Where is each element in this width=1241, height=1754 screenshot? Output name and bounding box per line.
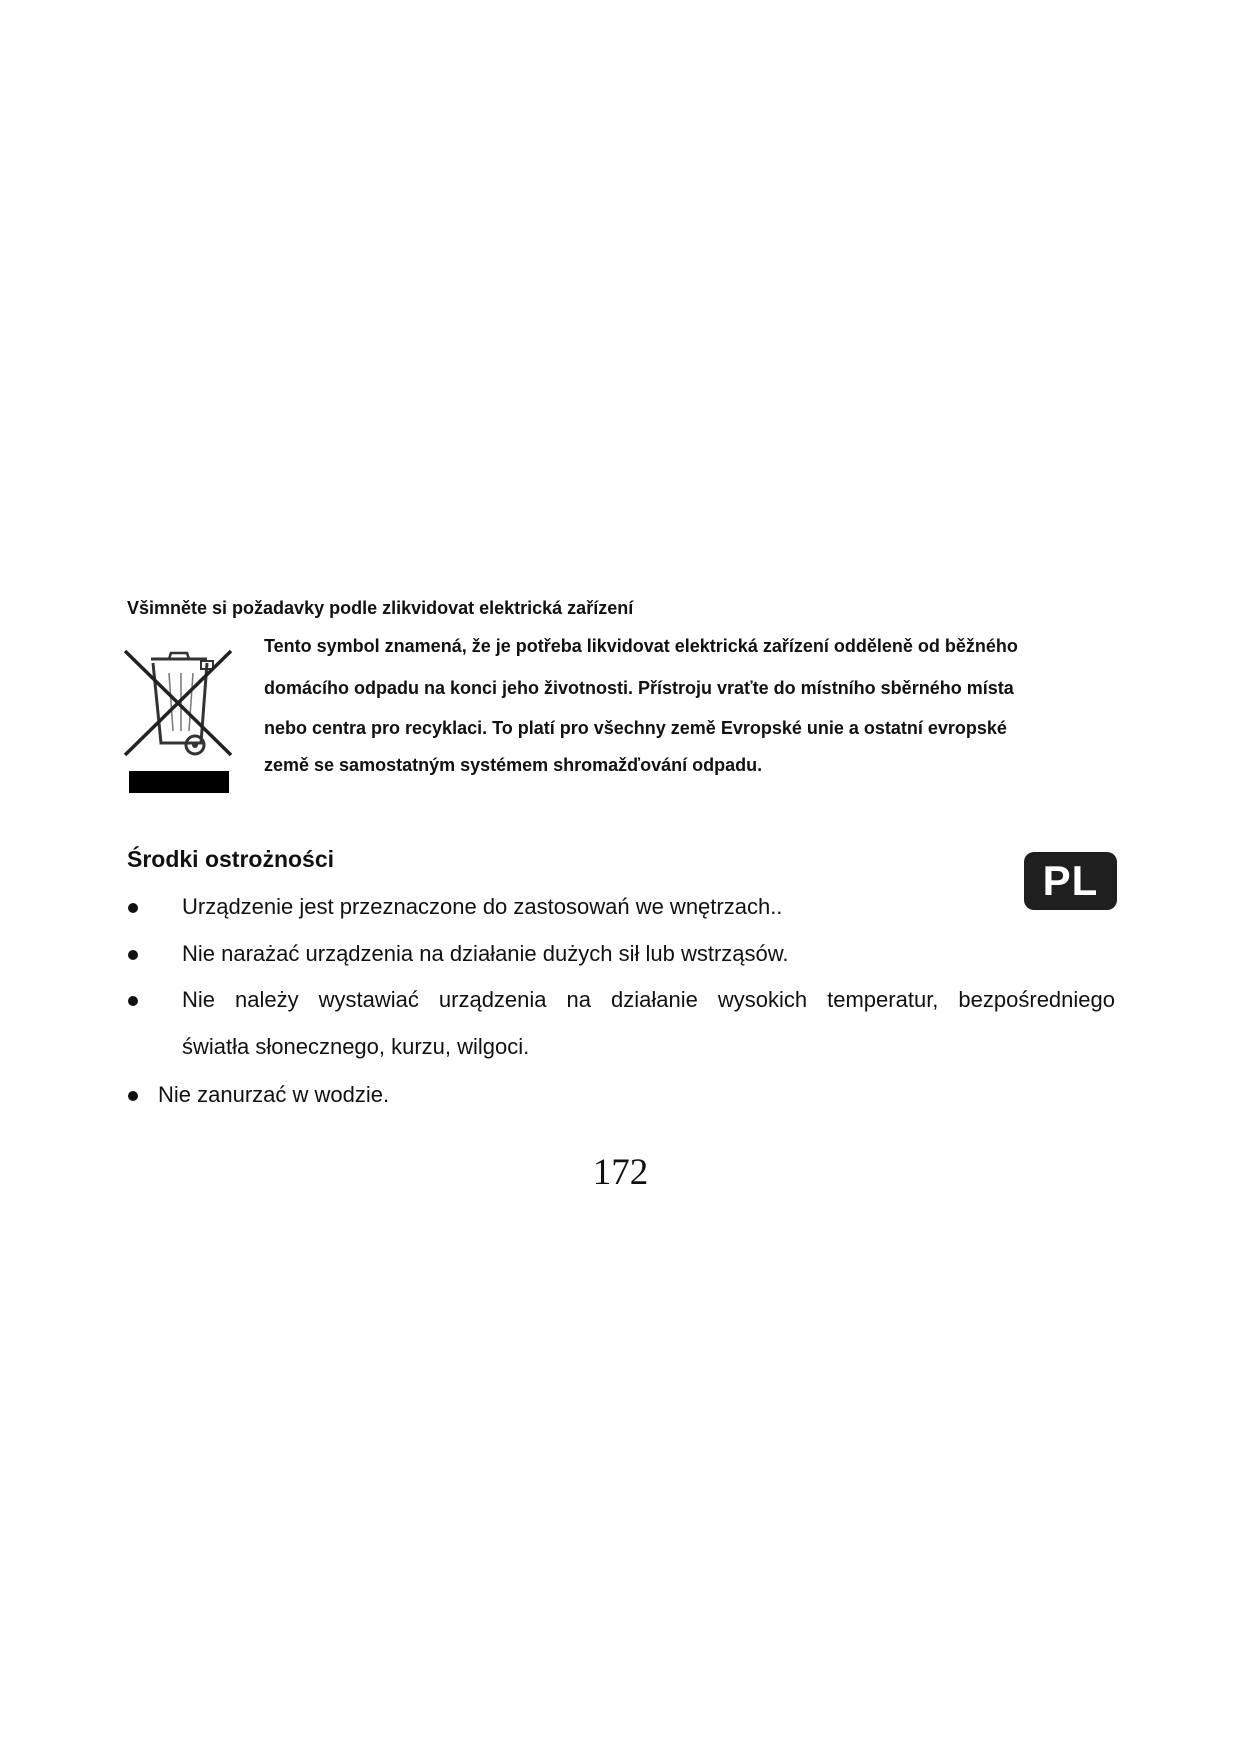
- weee-title: Všimněte si požadavky podle zlikvidovat elektrická zařízení: [127, 598, 634, 618]
- list-item: Nie narażać urządzenia na działanie dużych sił lub wstrząsów.: [182, 941, 789, 966]
- safety-heading: Środki ostrożności: [127, 846, 335, 872]
- language-badge: PL: [1024, 852, 1117, 910]
- crossed-out-wheelie-bin-icon: [123, 643, 235, 797]
- bullet-dot: [128, 996, 138, 1006]
- weee-text-line: Tento symbol znamená, že je potřeba likvidovat elektrická zařízení odděleně od běžného: [264, 636, 1018, 656]
- list-item: Nie zanurzać w wodzie.: [158, 1082, 390, 1107]
- weee-text-line: země se samostatným systémem shromažďování odpadu.: [264, 755, 763, 775]
- page-number: 172: [592, 1152, 649, 1193]
- list-item-continuation: światła słonecznego, kurzu, wilgoci.: [182, 1034, 530, 1059]
- weee-text-line: nebo centra pro recyklaci. To platí pro všechny země Evropské unie a ostatní evropské: [264, 718, 1007, 738]
- list-item: Urządzenie jest przeznaczone do zastosowań we wnętrzach..: [182, 894, 783, 919]
- bullet-dot: [128, 1091, 138, 1101]
- list-item: Nie należy wystawiać urządzenia na działanie wysokich temperatur, bezpośredniego: [182, 987, 1115, 1012]
- weee-text-line: domácího odpadu na konci jeho životnosti. Přístroju vraťte do místního sběrného místa: [264, 678, 1014, 698]
- bullet-dot: [128, 950, 138, 960]
- bullet-dot: [128, 903, 138, 913]
